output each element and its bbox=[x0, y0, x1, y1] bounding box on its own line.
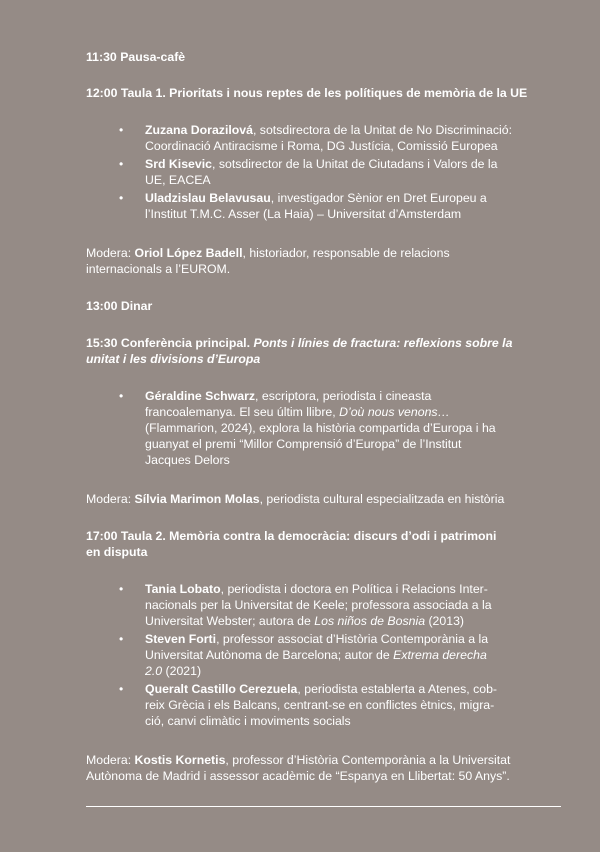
bullet-icon: • bbox=[119, 389, 124, 403]
speaker-bio: , sotsdirectora de la Unitat de No Discriminació: bbox=[252, 123, 512, 137]
session-heading-lunch: 13:00 Dinar bbox=[86, 299, 153, 313]
session-heading-coffee: 11:30 Pausa-cafè bbox=[86, 50, 186, 64]
speaker-name: Géraldine Schwarz bbox=[145, 389, 256, 403]
keynote-speaker-list bbox=[86, 388, 562, 468]
list-item bbox=[86, 122, 562, 154]
panel1-speaker-list bbox=[86, 122, 562, 222]
session-heading-panel2: 17:00 Taula 2. Memòria contra la democràcia: discurs d’odi i patrimoni en disputa bbox=[86, 529, 497, 559]
speaker-bio: Coordinació Antiracisme i Roma, DG Justícia, Comissió Europea bbox=[145, 139, 498, 153]
list-item: • Tania Lobato, periodista i doctora en Política i Relacions Inter- nacionals per la Universitat de Keele; professora associada a la Universitat Webster; autora de Los niños de Bosnia (2013) bbox=[119, 582, 492, 628]
bullet-icon: • bbox=[119, 632, 124, 646]
book-title: 2.0 bbox=[145, 664, 163, 678]
moderator-name: Sílvia Marimon Molas bbox=[134, 492, 260, 506]
session-heading-panel1: 12:00 Taula 1. Prioritats i nous reptes de les polítiques de memòria de la UE bbox=[86, 86, 528, 100]
moderator-name: Oriol López Badell bbox=[134, 246, 243, 260]
bullet-icon: • bbox=[119, 157, 124, 171]
speaker-name: Uladzislau Belavusau bbox=[145, 191, 271, 205]
keynote-title: Ponts i línies de fractura: reflexions sobre la bbox=[253, 336, 513, 350]
book-title: Extrema derecha bbox=[393, 648, 487, 662]
footer-divider bbox=[86, 806, 561, 807]
speaker-name: Zuzana Dorazilová bbox=[145, 123, 253, 137]
moderator-panel2: Modera: Kostis Kornetis, professor d’Història Contemporània a la Universitat Autònoma de Madrid i assessor acadèmic de “Espanya en Llibertat: 50 Anys”. bbox=[86, 753, 511, 783]
bullet-icon: • bbox=[119, 123, 124, 137]
speaker-name: Tania Lobato bbox=[145, 582, 221, 596]
speaker-name: Queralt Castillo Cerezuela bbox=[145, 682, 298, 696]
moderator-name: Kostis Kornetis bbox=[134, 753, 226, 767]
list-item bbox=[86, 156, 562, 188]
bullet-icon: • bbox=[119, 682, 124, 696]
list-item: • Steven Forti, professor associat d’Història Contemporània a la Universitat Autònoma de Barcelona; autor de Extrema derecha 2.0 (2021) bbox=[119, 632, 489, 678]
list-item bbox=[86, 190, 562, 222]
session-heading-keynote: 15:30 Conferència principal. Ponts i línies de fractura: reflexions sobre la unitat i les divisions d’Europa bbox=[86, 335, 562, 367]
speaker-bio: , sotsdirector de la Unitat de Ciutadans i Valors de la bbox=[212, 157, 498, 171]
speaker-name: Srd Kisevic bbox=[145, 157, 212, 171]
list-item: • Géraldine Schwarz, escriptora, periodista i cineasta francoalemanya. El seu últim llibre, D’où nous venons… (Flammarion, 2024), explora la història compartida d’Europa i ha guanyat el premi “Millor Comprensió d’Europa” de l’Institut Jacques Delors bbox=[119, 389, 496, 467]
panel2-speaker-list bbox=[86, 581, 562, 729]
keynote-title: unitat i les divisions d’Europa bbox=[86, 352, 261, 366]
program-page bbox=[86, 49, 562, 784]
speaker-bio: l’Institut T.M.C. Asser (La Haia) – Universitat d’Amsterdam bbox=[145, 207, 462, 221]
book-title: Los niños de Bosnia bbox=[314, 614, 426, 628]
speaker-bio: UE, EACEA bbox=[145, 173, 211, 187]
moderator-panel1: Modera: Oriol López Badell, historiador, responsable de relacions internacionals a l’EUROM. bbox=[86, 246, 450, 276]
speaker-name: Steven Forti bbox=[145, 632, 217, 646]
book-title: D’où nous venons… bbox=[339, 405, 450, 419]
moderator-keynote: Modera: Sílvia Marimon Molas, periodista cultural especialitzada en història bbox=[86, 492, 505, 506]
list-item: • Queralt Castillo Cerezuela, periodista establerta a Atenes, cob- reix Grècia i els Balcans, centrant-se en conflictes ètnics, migra- ció, canvi climàtic i moviments socials bbox=[119, 682, 498, 728]
speaker-bio: , investigador Sènior en Dret Europeu a bbox=[270, 191, 487, 205]
bullet-icon: • bbox=[119, 582, 124, 596]
bullet-icon: • bbox=[119, 191, 124, 205]
